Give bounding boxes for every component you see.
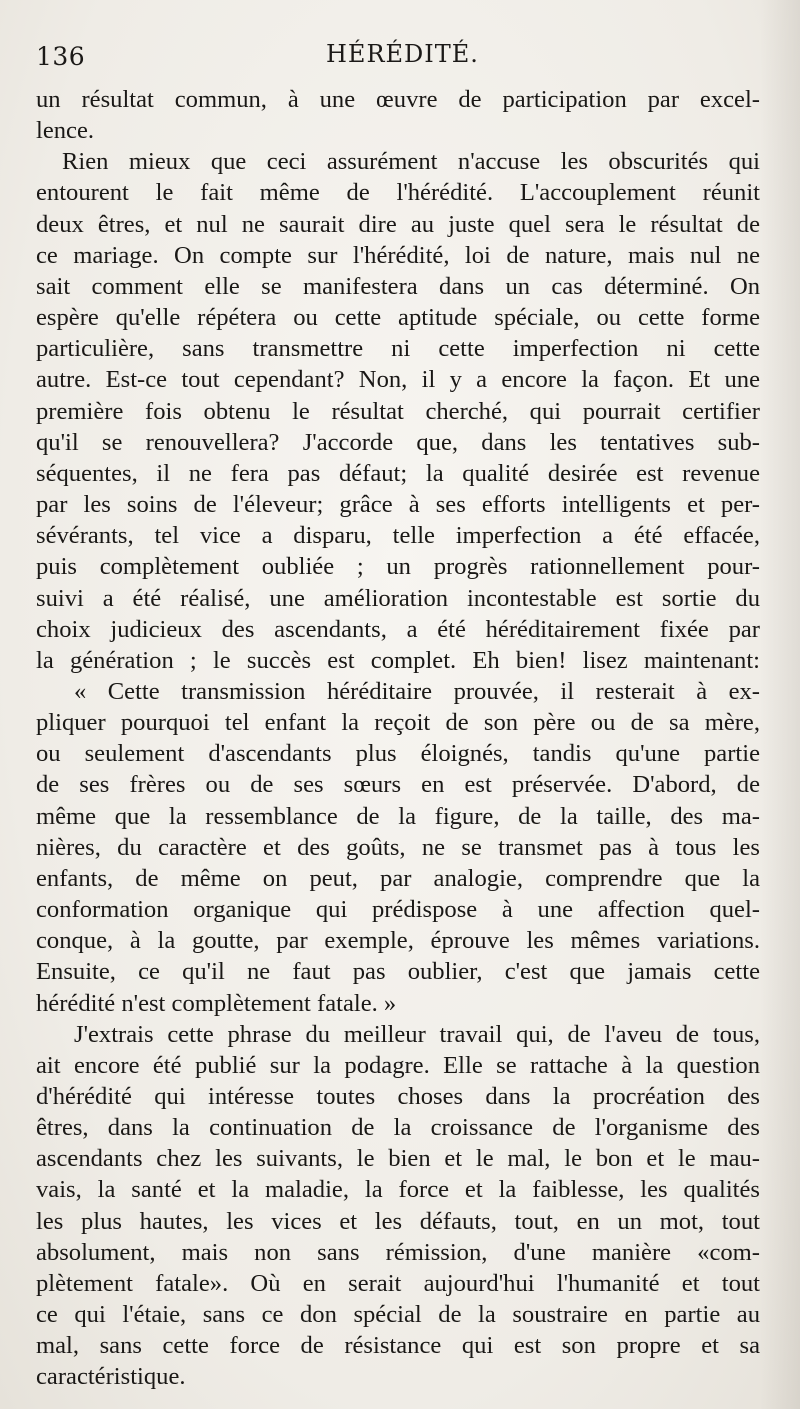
text-line: ait encore été publié sur la podagre. Elle se rattache à la question <box>36 1051 760 1079</box>
page-header <box>36 36 760 76</box>
text-line: la génération ; le succès est complet. Eh bien! lisez maintenant: <box>36 646 760 674</box>
text-line: lence. <box>36 117 95 145</box>
text-line: ascendants chez les suivants, le bien et le mal, le bon et le mau- <box>36 1145 760 1173</box>
text-line: première fois obtenu le résultat cherché, qui pourrait certifier <box>36 397 760 425</box>
page-number: 136 <box>36 42 86 71</box>
text-line: Rien mieux que ceci assurément n'accuse les obscurités qui <box>62 148 760 176</box>
running-title: HÉRÉDITÉ. <box>326 40 479 68</box>
text-line: nières, du caractère et des goûts, ne se transmet pas à tous les <box>36 833 760 861</box>
text-line: Ensuite, ce qu'il ne faut pas oublier, c'est que jamais cette <box>36 958 760 986</box>
text-line: vais, la santé et la maladie, la force et la faiblesse, les qualités <box>36 1176 760 1204</box>
text-line: J'extrais cette phrase du meilleur travail qui, de l'aveu de tous, <box>74 1020 760 1048</box>
text-line: ce mariage. On compte sur l'hérédité, loi de nature, mais nul ne <box>36 241 760 269</box>
text-line: mal, sans cette force de résistance qui est son propre et sa <box>36 1332 760 1360</box>
text-line: autre. Est-ce tout cependant? Non, il y a encore la façon. Et une <box>36 366 760 394</box>
body-text <box>36 84 760 1393</box>
text-line: ce qui l'étaie, sans ce don spécial de la soustraire en partie au <box>36 1301 760 1329</box>
text-line: entourent le fait même de l'hérédité. L'accouplement réunit <box>36 179 760 207</box>
text-line: deux êtres, et nul ne saurait dire au juste quel sera le résultat de <box>36 210 760 238</box>
text-line: suivi a été réalisé, une amélioration incontestable est sortie du <box>36 584 760 612</box>
text-line: par les soins de l'éleveur; grâce à ses efforts intelligents et per- <box>36 491 760 519</box>
text-line: qu'il se renouvellera? J'accorde que, dans les tentatives sub- <box>36 428 760 456</box>
text-line: sévérants, tel vice a disparu, telle imperfection a été effacée, <box>36 522 760 550</box>
text-line: un résultat commun, à une œuvre de participation par excel- <box>36 86 760 113</box>
text-line: enfants, de même on peut, par analogie, comprendre que la <box>36 864 760 892</box>
text-line: « Cette transmission héréditaire prouvée, il resterait à ex- <box>74 677 760 705</box>
text-line: êtres, dans la continuation de la croissance de l'organisme des <box>36 1114 760 1142</box>
text-line: conque, à la goutte, par exemple, éprouve les mêmes variations. <box>36 927 760 955</box>
text-line: caractéristique. <box>36 1363 186 1391</box>
text-line: absolument, mais non sans rémission, d'une manière «com- <box>36 1238 760 1266</box>
text-line: espère qu'elle répétera ou cette aptitude spéciale, ou cette forme <box>36 304 760 332</box>
text-line: séquentes, il ne fera pas défaut; la qualité desirée est revenue <box>36 459 760 487</box>
text-line: sait comment elle se manifestera dans un cas déterminé. On <box>36 272 760 300</box>
text-line: d'hérédité qui intéresse toutes choses dans la procréation des <box>36 1083 760 1110</box>
text-line: ou seulement d'ascendants plus éloignés, tandis qu'une partie <box>36 740 760 768</box>
text-line: pliquer pourquoi tel enfant la reçoit de son père ou de sa mère, <box>36 709 760 737</box>
text-line: même que la ressemblance de la figure, de la taille, des ma- <box>36 802 760 830</box>
text-line: puis complètement oubliée ; un progrès rationnellement pour- <box>36 553 760 581</box>
text-line: particulière, sans transmettre ni cette imperfection ni cette <box>36 335 760 363</box>
text-line: conformation organique qui prédispose à une affection quel- <box>36 896 760 924</box>
page-gutter-shadow <box>760 0 800 1409</box>
text-line: choix judicieux des ascendants, a été héréditairement fixée par <box>36 615 760 643</box>
text-line: les plus hautes, les vices et les défauts, tout, en un mot, tout <box>36 1207 760 1235</box>
text-line: plètement fatale». Où en serait aujourd'hui l'humanité et tout <box>36 1269 760 1297</box>
text-line: de ses frères ou de ses sœurs en est préservée. D'abord, de <box>36 771 760 799</box>
text-line: hérédité n'est complètement fatale. » <box>36 989 397 1017</box>
